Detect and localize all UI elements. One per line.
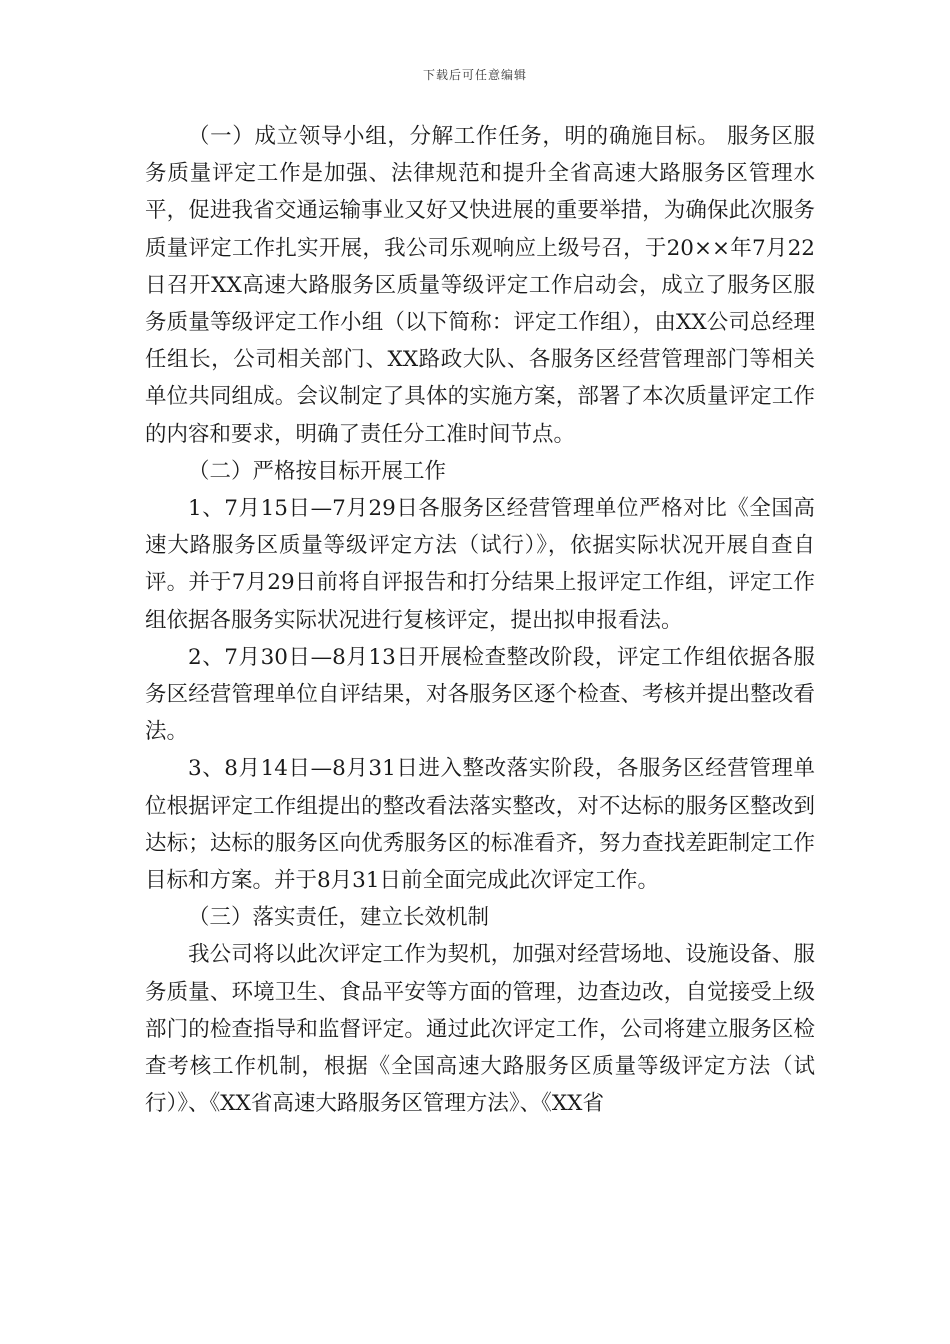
paragraph-long-term-mechanism: 我公司将以此次评定工作为契机，加强对经营场地、设施设备、服务质量、环境卫生、食品平安等方面的管理，边查边改，自觉接受上级部门的检查指导和监督评定。通过此次评定工作，公司将建立服务区检查考核工作机制，根据《全国高速大路服务区质量等级评定方法（试行）》、《XX省高速大路服务区管理方法》、《XX省 bbox=[145, 942, 815, 1117]
paragraph-step-three: 3、8月14日—8月31日进入整改落实阶段，各服务区经营管理单位根据评定工作组提出的整改看法落实整改，对不达标的服务区整改到达标；达标的服务区向优秀服务区的标准看齐，努力查找差距制定工作目标和方案。并于8月31日前全面完成此次评定工作。 bbox=[145, 756, 815, 894]
download-note: 下载后可任意编辑 bbox=[422, 68, 527, 82]
heading-section-three: （三）落实责任，建立长效机制 bbox=[188, 905, 490, 931]
paragraph-leadership-group: （一）成立领导小组，分解工作任务，明的确施目标。 服务区服务质量评定工作是加强、法律规范和提升全省高速大路服务区管理水平，促进我省交通运输事业又好又快进展的重要举措，为确保此次服务质量评定工作扎实开展，我公司乐观响应上级号召，于20××年7月22日召开XX高速大路服务区质量等级评定工作启动会，成立了服务区服务质量等级评定工作小组（以下简称：评定工作组），由XX公司总经理任组长，公司相关部门、XX路政大队、各服务区经营管理部门等相关单位共同组成。会议制定了具体的实施方案，部署了本次质量评定工作的内容和要求，明确了责任分工准时间节点。 bbox=[145, 124, 815, 447]
heading-section-two: （二）严格按目标开展工作 bbox=[188, 458, 447, 484]
paragraph-step-two: 2、7月30日—8月13日开展检查整改阶段，评定工作组依据各服务区经营管理单位自评结果，对各服务区逐个检查、考核并提出整改看法。 bbox=[145, 644, 815, 745]
document-body bbox=[145, 118, 815, 1122]
paragraph-step-one: 1、7月15日—7月29日各服务区经营管理单位严格对比《全国高速大路服务区质量等级评定方法（试行）》，依据实际状况开展自查自评。并于7月29日前将自评报告和打分结果上报评定工作组，评定工作组依据各服务实际状况进行复核评定，提出拟申报看法。 bbox=[145, 496, 815, 633]
